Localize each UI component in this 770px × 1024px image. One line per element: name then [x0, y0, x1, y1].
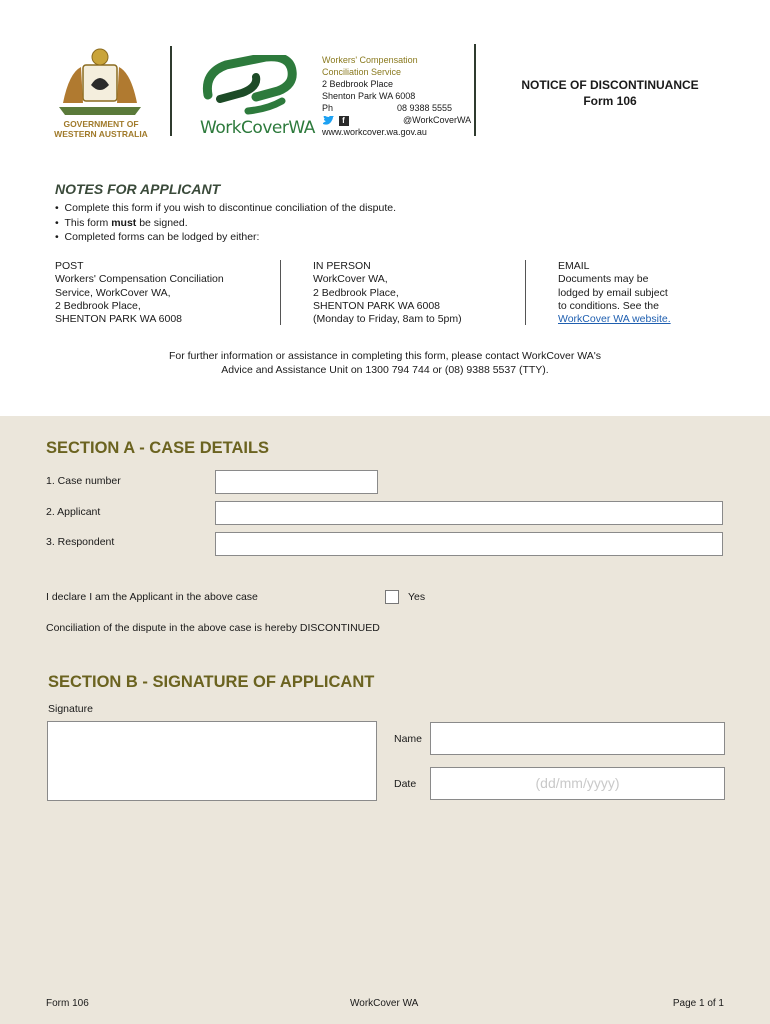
signature-box[interactable]	[47, 721, 377, 801]
notes-bullet: • Complete this form if you wish to discontinue conciliation of the dispute.	[55, 202, 397, 214]
facebook-icon: f	[339, 116, 349, 126]
lodge-email-title: EMAIL	[558, 260, 590, 272]
lodge-post-line: Workers' Compensation Conciliation	[55, 273, 224, 286]
name-input[interactable]	[430, 722, 725, 755]
lodge-post-line: SHENTON PARK WA 6008	[55, 313, 183, 326]
notes-bullet-text: This form	[64, 216, 112, 229]
yes-checkbox[interactable]	[385, 590, 399, 604]
notice-title: NOTICE OF DISCONTINUANCE	[521, 78, 699, 92]
notes-bullet: • Completed forms can be lodged by either:	[55, 231, 260, 243]
workcover-website-link[interactable]: WorkCover WA website.	[558, 313, 671, 326]
discontinued-statement: Conciliation of the dispute in the above case is hereby DISCONTINUED	[46, 622, 380, 634]
lodge-email-line: Documents may be	[558, 273, 649, 286]
respondent-input[interactable]	[215, 532, 723, 556]
notes-bullet: • This form must be signed.	[55, 216, 188, 229]
footer-form-number: Form 106	[46, 998, 89, 1009]
lodge-post-title: POST	[55, 260, 84, 272]
workcover-wa-logo	[200, 55, 300, 117]
contact-address-line1: 2 Bedbrook Place	[322, 79, 394, 89]
lodge-column-divider	[280, 260, 281, 325]
contact-social-row	[322, 114, 471, 126]
government-crest-logo	[55, 45, 145, 120]
lodge-in-person-column	[313, 260, 462, 326]
twitter-icon	[322, 116, 334, 126]
contact-phone-label: Ph	[322, 103, 334, 113]
contact-service-line1: Workers' Compensation	[322, 55, 418, 65]
government-name-line2: WESTERN AUSTRALIA	[54, 129, 148, 139]
contact-social-handle: @WorkCoverWA	[403, 115, 472, 125]
lodge-in-person-title: IN PERSON	[313, 260, 371, 272]
contact-service-line2: Conciliation Service	[322, 67, 402, 77]
government-name-line1: GOVERNMENT OF	[63, 119, 139, 129]
lodge-email-line: lodged by email subject	[558, 286, 668, 299]
form-number: Form 106	[583, 94, 637, 108]
notes-bullet-text: Complete this form if you wish to discontinue conciliation of the dispute.	[64, 202, 397, 214]
lodge-in-person-line: (Monday to Friday, 8am to 5pm)	[313, 313, 462, 326]
signature-label: Signature	[48, 703, 93, 715]
lodge-post-line: Service, WorkCover WA,	[55, 286, 171, 299]
header-divider-left	[170, 46, 172, 136]
notes-bullet-emphasis: must	[111, 216, 137, 229]
lodge-email-line: to conditions. See the	[558, 299, 659, 312]
header-divider-right	[474, 44, 476, 136]
notes-bullet-list	[55, 201, 396, 245]
further-information-line: For further information or assistance in completing this form, please contact WorkCover WA's	[168, 350, 602, 362]
yes-checkbox-label: Yes	[408, 591, 426, 603]
notice-heading	[485, 77, 735, 109]
notes-bullet-text: Completed forms can be lodged by either:	[64, 231, 260, 243]
lodge-post-line: 2 Bedbrook Place,	[55, 299, 141, 312]
declaration-label: I declare I am the Applicant in the above case	[46, 591, 258, 603]
lodge-post-column	[55, 260, 224, 326]
footer-page-number: Page 1 of 1	[672, 998, 724, 1009]
contact-details	[322, 54, 471, 138]
contact-phone: 08 9388 5555	[397, 103, 453, 113]
contact-phone-row	[322, 102, 471, 114]
lodge-email-column	[558, 260, 671, 326]
government-name	[48, 119, 154, 139]
lodge-in-person-line: WorkCover WA,	[313, 273, 388, 286]
date-placeholder: (dd/mm/yyyy)	[535, 775, 620, 791]
notes-title: NOTES FOR APPLICANT	[55, 181, 221, 197]
applicant-input[interactable]	[215, 501, 723, 525]
lodge-in-person-line: SHENTON PARK WA 6008	[313, 299, 441, 312]
lodge-in-person-line: 2 Bedbrook Place,	[313, 286, 399, 299]
footer-organisation: WorkCover WA	[350, 998, 419, 1009]
name-label: Name	[394, 733, 423, 745]
date-label: Date	[394, 778, 417, 790]
lodge-column-divider	[525, 260, 526, 325]
further-information	[0, 349, 770, 377]
contact-address-line2: Shenton Park WA 6008	[322, 91, 416, 101]
contact-website[interactable]: www.workcover.wa.gov.au	[322, 127, 427, 137]
section-b-title: SECTION B - SIGNATURE OF APPLICANT	[48, 673, 375, 691]
case-number-label: 1. Case number	[46, 475, 121, 487]
date-input[interactable]	[430, 767, 725, 800]
notes-bullet-text: be signed.	[136, 216, 188, 229]
applicant-label: 2. Applicant	[46, 506, 101, 518]
case-number-input[interactable]	[215, 470, 378, 494]
respondent-label: 3. Respondent	[46, 536, 115, 548]
workcover-wa-brand-name: WorkCoverWA	[200, 118, 315, 138]
further-information-line: Advice and Assistance Unit on 1300 794 744 or (08) 9388 5537 (TTY).	[221, 364, 549, 376]
section-a-title: SECTION A - CASE DETAILS	[46, 439, 270, 457]
